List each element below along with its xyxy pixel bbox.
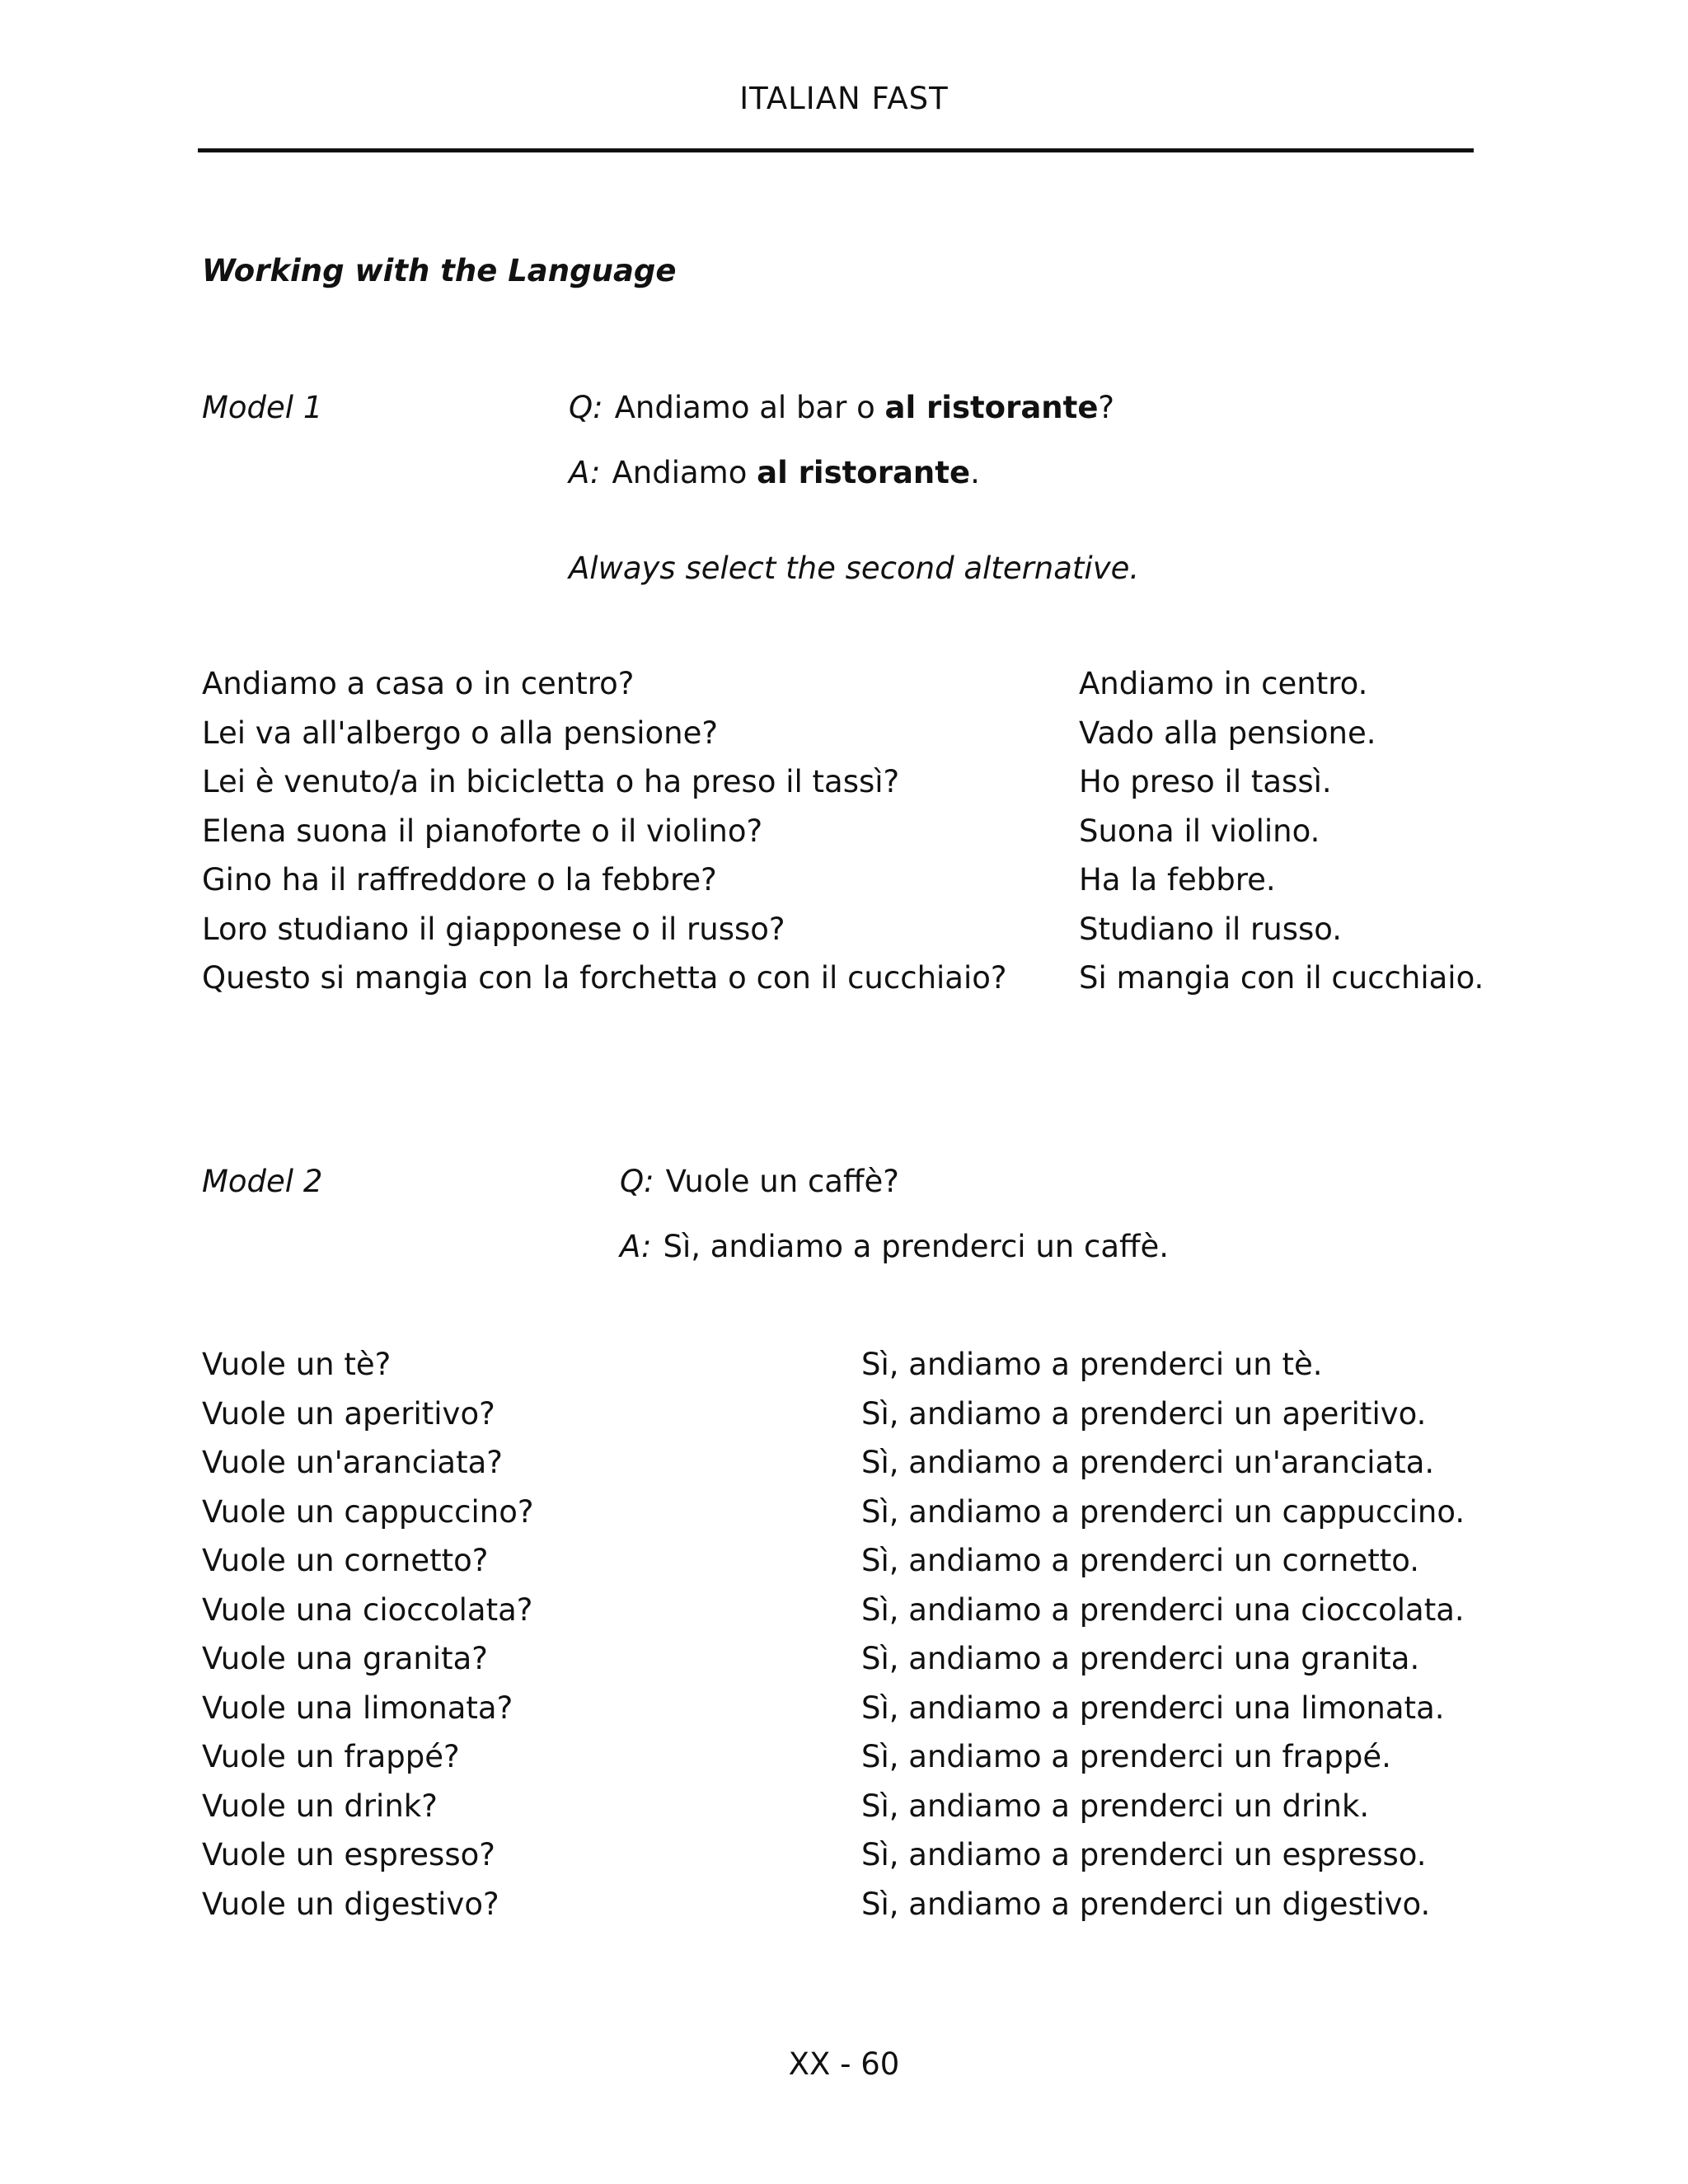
model-1-answer-prefix: A: [569, 455, 601, 490]
exercise-answer: Sì, andiamo a prenderci un tè. [861, 1347, 1323, 1382]
model-2-label: Model 2 [202, 1164, 323, 1199]
model-2-question [620, 1164, 899, 1199]
exercise-answer: Sì, andiamo a prenderci un drink. [861, 1788, 1370, 1824]
exercise-answer: Sì, andiamo a prenderci un'aranciata. [861, 1445, 1435, 1480]
exercise-answer: Vado alla pensione. [1079, 715, 1376, 751]
exercise-question: Lei va all'albergo o alla pensione? [202, 715, 718, 751]
exercise-answer: Sì, andiamo a prenderci una granita. [861, 1641, 1420, 1676]
model-2-question-prefix: Q: [620, 1164, 654, 1199]
exercise-question: Vuole un tè? [202, 1347, 392, 1382]
page-header-title: ITALIAN FAST [739, 81, 949, 116]
exercise-answer: Sì, andiamo a prenderci un frappé. [861, 1739, 1391, 1774]
exercise-answer: Si mangia con il cucchiaio. [1079, 960, 1484, 996]
model-1-question-end: ? [1098, 390, 1115, 425]
model-1-question [569, 390, 1114, 425]
exercise-question: Loro studiano il giapponese o il russo? [202, 911, 785, 947]
model-2-answer [620, 1229, 1169, 1264]
exercise-question: Vuole una cioccolata? [202, 1591, 533, 1628]
model-1-answer-end: . [970, 455, 980, 490]
model-2-question-text: Vuole un caffè? [665, 1164, 899, 1199]
exercise-answer: Suona il violino. [1079, 813, 1320, 849]
exercise-answer: Sì, andiamo a prenderci un cappuccino. [861, 1493, 1465, 1530]
exercise-answer: Ho preso il tassì. [1079, 764, 1332, 799]
exercise-question: Vuole un cappuccino? [202, 1493, 534, 1530]
exercise-question: Vuole un espresso? [202, 1837, 495, 1872]
exercise-answer: Sì, andiamo a prenderci un cornetto. [861, 1543, 1420, 1578]
exercise-question: Vuole un cornetto? [202, 1543, 489, 1578]
model-1-answer-text: Andiamo [612, 455, 757, 490]
exercise-answer: Studiano il russo. [1079, 911, 1343, 947]
exercise-question: Lei è venuto/a in bicicletta o ha preso il tassì? [202, 764, 900, 799]
exercise-question: Vuole un digestivo? [202, 1886, 499, 1922]
section-heading: Working with the Language [202, 253, 677, 288]
model-2-answer-prefix: A: [620, 1229, 652, 1264]
exercise-answer: Sì, andiamo a prenderci una limonata. [861, 1690, 1445, 1726]
exercise-question: Vuole un frappé? [202, 1739, 460, 1774]
exercise-question: Vuole un'aranciata? [202, 1445, 503, 1480]
exercise-question: Elena suona il pianoforte o il violino? [202, 813, 763, 849]
exercise-answer: Sì, andiamo a prenderci un digestivo. [861, 1886, 1431, 1922]
exercise-answer: Sì, andiamo a prenderci un aperitivo. [861, 1395, 1427, 1432]
model-2-answer-text: Sì, andiamo a prenderci un caffè. [663, 1229, 1170, 1264]
model-1-question-prefix: Q: [569, 390, 603, 425]
model-1-instruction: Always select the second alternative. [569, 551, 1140, 586]
model-1-answer [569, 455, 980, 490]
model-1-label: Model 1 [202, 390, 323, 425]
exercise-answer: Sì, andiamo a prenderci una cioccolata. [861, 1591, 1465, 1628]
exercise-answer: Ha la febbre. [1079, 862, 1276, 898]
model-1-question-text: Andiamo al bar o [614, 390, 885, 425]
exercise-answer: Andiamo in centro. [1079, 666, 1368, 701]
header-divider [198, 148, 1474, 152]
exercise-question: Questo si mangia con la forchetta o con il cucchiaio? [202, 960, 1007, 996]
exercise-question: Vuole un drink? [202, 1788, 438, 1824]
exercise-question: Vuole una granita? [202, 1641, 488, 1676]
exercise-question: Vuole un aperitivo? [202, 1395, 495, 1432]
model-1-question-bold: al ristorante [884, 390, 1099, 425]
model-1-answer-bold: al ristorante [757, 455, 971, 490]
exercise-question: Vuole una limonata? [202, 1690, 513, 1726]
exercise-question: Gino ha il raffreddore o la febbre? [202, 862, 717, 898]
page-number: XX - 60 [788, 2046, 900, 2082]
exercise-question: Andiamo a casa o in centro? [202, 666, 635, 701]
exercise-answer: Sì, andiamo a prenderci un espresso. [861, 1837, 1427, 1872]
